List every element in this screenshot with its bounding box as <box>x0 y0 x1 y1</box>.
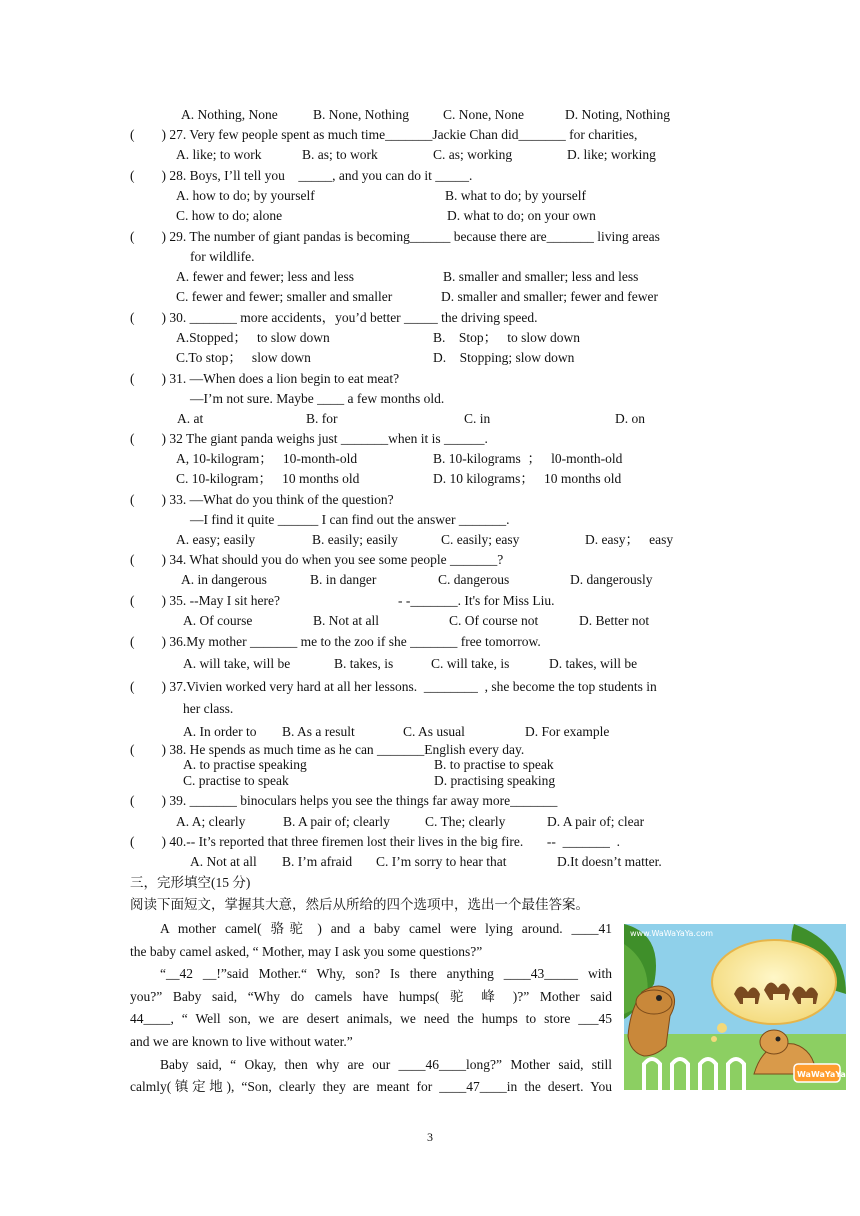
q39-opt-c: C. The; clearly <box>425 814 506 829</box>
q27-opt-c: C. as; working <box>433 147 513 162</box>
q32-stem: ( ) 32 The giant panda weighs just _______when it is ______. <box>130 431 488 446</box>
q40-opt-a: A. Not at all <box>190 854 257 869</box>
cloze-row-4: you?” Baby said, “Why do camels have humps( 驼 峰 )?” Mother said <box>130 988 612 1004</box>
q28-opt-d: D. what to do; on your own <box>447 208 596 223</box>
q33-cont: —I find it quite ______ I can find out the answer _______. <box>190 512 510 527</box>
q32-opt-b: B. 10-kilograms ； l0-month-old <box>433 451 623 466</box>
cloze-row-2: the baby camel asked, “ Mother, may I ask you some questions?” <box>130 943 483 959</box>
q40-opt-d: D.It doesn’t matter. <box>557 854 662 869</box>
q37-stem: ( ) 37.Vivien worked very hard at all her lessons. ________ , she become the top students in <box>130 679 657 694</box>
q35-stem: ( ) 35. --May I sit here? <box>130 593 280 608</box>
page-number: 3 <box>427 1130 433 1144</box>
q38-opt-a: A. to practise speaking <box>183 757 307 772</box>
section-instruction: 阅读下面短文，掌握其大意，然后从所给的四个选项中，选出一个最佳答案。 <box>130 897 589 912</box>
cloze-row-7: Baby said, “ Okay, then why are our ____46____long?” Mother said, still <box>160 1056 612 1072</box>
q29-stem: ( ) 29. The number of giant pandas is becoming______ because there are_______ living areas <box>130 229 660 244</box>
q33-opt-a: A. easy; easily <box>176 532 256 547</box>
q34-opt-d: D. dangerously <box>570 572 653 587</box>
q33-stem: ( ) 33. —What do you think of the question? <box>130 492 394 507</box>
cloze-row-3: “__42 __!”said Mother.“ Why, son? Is there anything ____43_____ with <box>160 966 612 982</box>
q30-stem: ( ) 30. _______ more accidents，you’d better _____ the driving speed. <box>130 310 538 325</box>
q34-opt-c: C. dangerous <box>438 572 510 587</box>
q37-opt-b: B. As a result <box>282 724 355 739</box>
q27-stem: ( ) 27. Very few people spent as much time_______Jackie Chan did_______ for charities, <box>130 127 638 142</box>
q39-stem: ( ) 39. _______ binoculars helps you see the things far away more_______ <box>130 793 558 808</box>
q37-cont: her class. <box>183 701 234 716</box>
q26-opt-d: D. Noting, Nothing <box>565 107 671 122</box>
q27-opt-d: D. like; working <box>567 147 656 162</box>
q40-opt-b: B. I’m afraid <box>282 854 353 869</box>
q34-opt-a: A. in dangerous <box>181 572 267 587</box>
q36-opt-d: D. takes, will be <box>549 656 638 671</box>
q38-opt-d: D. practising speaking <box>434 773 556 788</box>
q31-stem: ( ) 31. —When does a lion begin to eat meat? <box>130 371 400 386</box>
q38-stem: ( ) 38. He spends as much time as he can _______English every day. <box>130 742 525 757</box>
q35-opt-d: D. Better not <box>579 613 650 628</box>
cloze-row-1: A mother camel( 骆驼 ) and a baby camel were lying around. ____41 <box>160 921 612 936</box>
q35-opt-c: C. Of course not <box>449 613 539 628</box>
q31-opt-a: A. at <box>177 411 204 426</box>
site-caption: www.WaWaYaYa.com <box>630 929 714 938</box>
section-title: 三，完形填空(15 分) <box>130 875 251 890</box>
q31-cont: —I’m not sure. Maybe ____ a few months old. <box>190 391 445 406</box>
q36-stem: ( ) 36.My mother _______ me to the zoo if she _______ free tomorrow. <box>130 634 541 649</box>
q26-opt-b: B. None, Nothing <box>313 107 409 122</box>
q37-opt-a: A. In order to <box>183 724 257 739</box>
camel-picture <box>624 924 846 1090</box>
q31-opt-c: C. in <box>464 411 491 426</box>
q36-opt-c: C. will take, is <box>431 656 510 671</box>
q35-opt-b: B. Not at all <box>313 613 379 628</box>
q30-opt-c: C.To stop； slow down <box>176 350 311 365</box>
q30-opt-a: A.Stopped； to slow down <box>176 330 330 345</box>
cloze-row-5: 44____, “ Well son, we are desert animals, we need the humps to store ___45 <box>130 1011 612 1027</box>
q36-opt-b: B. takes, is <box>334 656 394 671</box>
q38-opt-b: B. to practise to speak <box>434 757 554 772</box>
q29-cont: for wildlife. <box>190 249 255 264</box>
q31-opt-d: D. on <box>615 411 645 426</box>
q36-opt-a: A. will take, will be <box>183 656 291 671</box>
q37-opt-d: D. For example <box>525 724 610 739</box>
q39-opt-a: A. A; clearly <box>176 814 246 829</box>
q35-opt-a: A. Of course <box>183 613 253 628</box>
q33-opt-b: B. easily; easily <box>312 532 398 547</box>
q31-opt-b: B. for <box>306 411 338 426</box>
q30-opt-b: B. Stop； to slow down <box>433 330 581 345</box>
camel-illustration <box>624 924 846 1090</box>
q28-stem: ( ) 28. Boys, I’ll tell you _____, and you can do it _____. <box>130 168 473 183</box>
q33-opt-c: C. easily; easy <box>441 532 520 547</box>
q29-opt-b: B. smaller and smaller; less and less <box>443 269 639 284</box>
q34-stem: ( ) 34. What should you do when you see some people _______? <box>130 552 504 567</box>
q32-opt-a: A, 10-kilogram； 10-month-old <box>176 451 358 466</box>
q29-opt-c: C. fewer and fewer; smaller and smaller <box>176 289 393 304</box>
q26-opt-c: C. None, None <box>443 107 524 122</box>
q32-opt-c: C. 10-kilogram； 10 months old <box>176 471 360 486</box>
q27-opt-a: A. like; to work <box>176 147 262 162</box>
q29-opt-a: A. fewer and fewer; less and less <box>176 269 355 284</box>
q40-stem: ( ) 40.-- It’s reported that three firemen lost their lives in the big fire. -- _______ . <box>130 834 620 849</box>
logo-caption: WaWaYaYa <box>797 1070 846 1079</box>
q39-opt-d: D. A pair of; clear <box>547 814 645 829</box>
q34-opt-b: B. in danger <box>310 572 377 587</box>
q37-opt-c: C. As usual <box>403 724 465 739</box>
q29-opt-d: D. smaller and smaller; fewer and fewer <box>441 289 659 304</box>
q28-opt-a: A. how to do; by yourself <box>176 188 315 203</box>
q39-opt-b: B. A pair of; clearly <box>283 814 390 829</box>
q27-opt-b: B. as; to work <box>302 147 378 162</box>
q38-opt-c: C. practise to speak <box>183 773 289 788</box>
q32-opt-d: D. 10 kilograms； 10 months old <box>433 471 622 486</box>
q26-opt-a: A. Nothing, None <box>181 107 278 122</box>
cloze-row-6: and we are known to live without water.” <box>130 1033 353 1049</box>
q28-opt-c: C. how to do; alone <box>176 208 283 223</box>
q33-opt-d: D. easy； easy <box>585 532 674 547</box>
cloze-row-8: calmly(镇定地), “Son, clearly they are meant for ____47____in the desert. You <box>130 1079 612 1095</box>
q35-answer: - -_______. It's for Miss Liu. <box>398 593 555 608</box>
q28-opt-b: B. what to do; by yourself <box>445 188 586 203</box>
q40-opt-c: C. I’m sorry to hear that <box>376 854 507 869</box>
q30-opt-d: D. Stopping; slow down <box>433 350 575 365</box>
cloze-passage <box>130 918 612 1099</box>
